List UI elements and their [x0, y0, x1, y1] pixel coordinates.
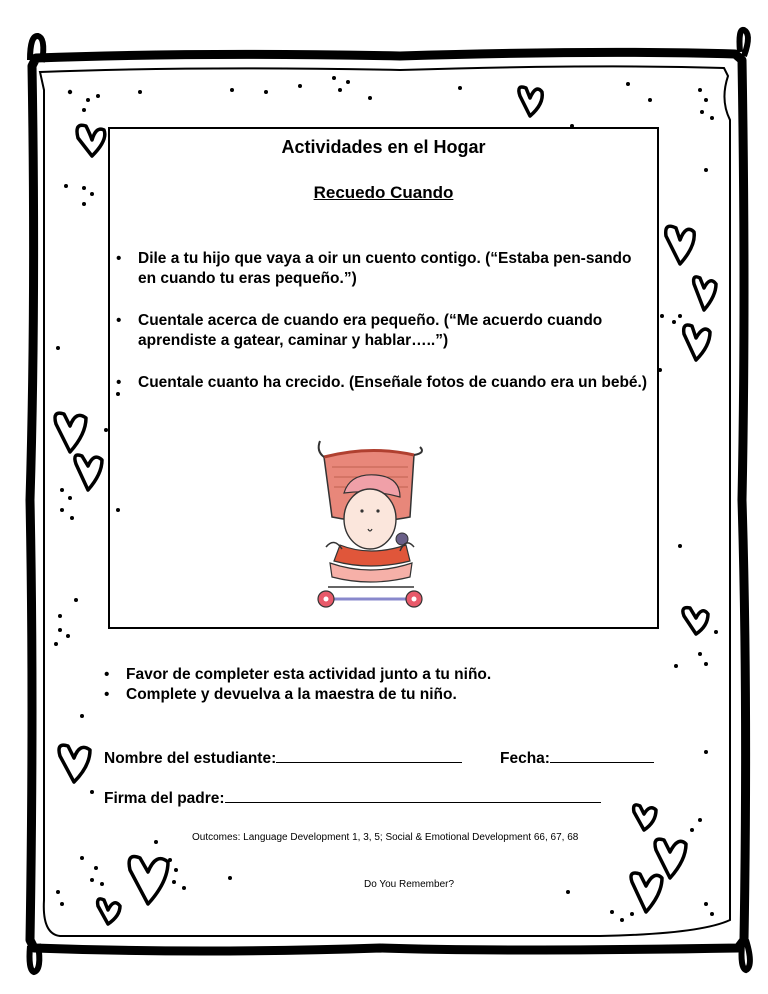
heart-icon: [684, 325, 710, 360]
heart-icon: [634, 805, 656, 830]
heart-icon: [75, 455, 102, 490]
heart-icon: [519, 87, 542, 116]
list-item: • Cuentale cuanto ha crecido. (Enseñale fotos de cuando era un bebé.): [138, 373, 648, 393]
heart-icon: [694, 277, 716, 310]
student-name-label: Nombre del estudiante:: [104, 750, 277, 767]
heart-icon: [655, 839, 686, 878]
page-title: Actividades en el Hogar: [281, 137, 486, 157]
heart-icon: [666, 226, 695, 264]
section-subtitle: Recuedo Cuando: [313, 183, 454, 202]
list-item: • Favor de completer esta actividad junto a tu niño.: [126, 665, 491, 685]
instruction-list: [126, 665, 491, 705]
student-name-blank: [276, 748, 462, 763]
list-item: • Dile a tu hijo que vaya a oir un cuento contigo. (“Estaba pen-sando en cuando tu eras pequeño.”): [138, 249, 648, 289]
outcomes-text: Outcomes: Language Development 1, 3, 5; Social & Emotional Development 66, 67, 68: [192, 832, 579, 843]
corner-loop-br: [742, 940, 751, 970]
heart-icon: [683, 608, 708, 634]
activity-list: [138, 249, 648, 415]
activity-box: [108, 127, 659, 629]
date-field: [500, 748, 654, 768]
parent-signature-label: Firma del padre:: [104, 790, 225, 807]
heart-icon: [59, 745, 90, 782]
footer-title: Do You Remember?: [363, 879, 455, 890]
corner-loop-tr: [740, 30, 749, 56]
date-label: Fecha:: [500, 750, 550, 767]
parent-signature-blank: [225, 788, 601, 803]
date-blank: [550, 748, 654, 763]
student-name-field: [104, 748, 462, 768]
heart-icon: [77, 125, 105, 156]
list-item: • Cuentale acerca de cuando era pequeño. (“Me acuerdo cuando aprendiste a gatear, caminar y hablar…..”): [138, 311, 648, 351]
parent-signature-field: [104, 788, 601, 808]
heart-icon: [98, 899, 120, 924]
list-item: • Complete y devuelva a la maestra de tu niño.: [126, 685, 491, 705]
heart-icon: [55, 413, 86, 452]
baby-stroller-illustration: [310, 437, 430, 612]
